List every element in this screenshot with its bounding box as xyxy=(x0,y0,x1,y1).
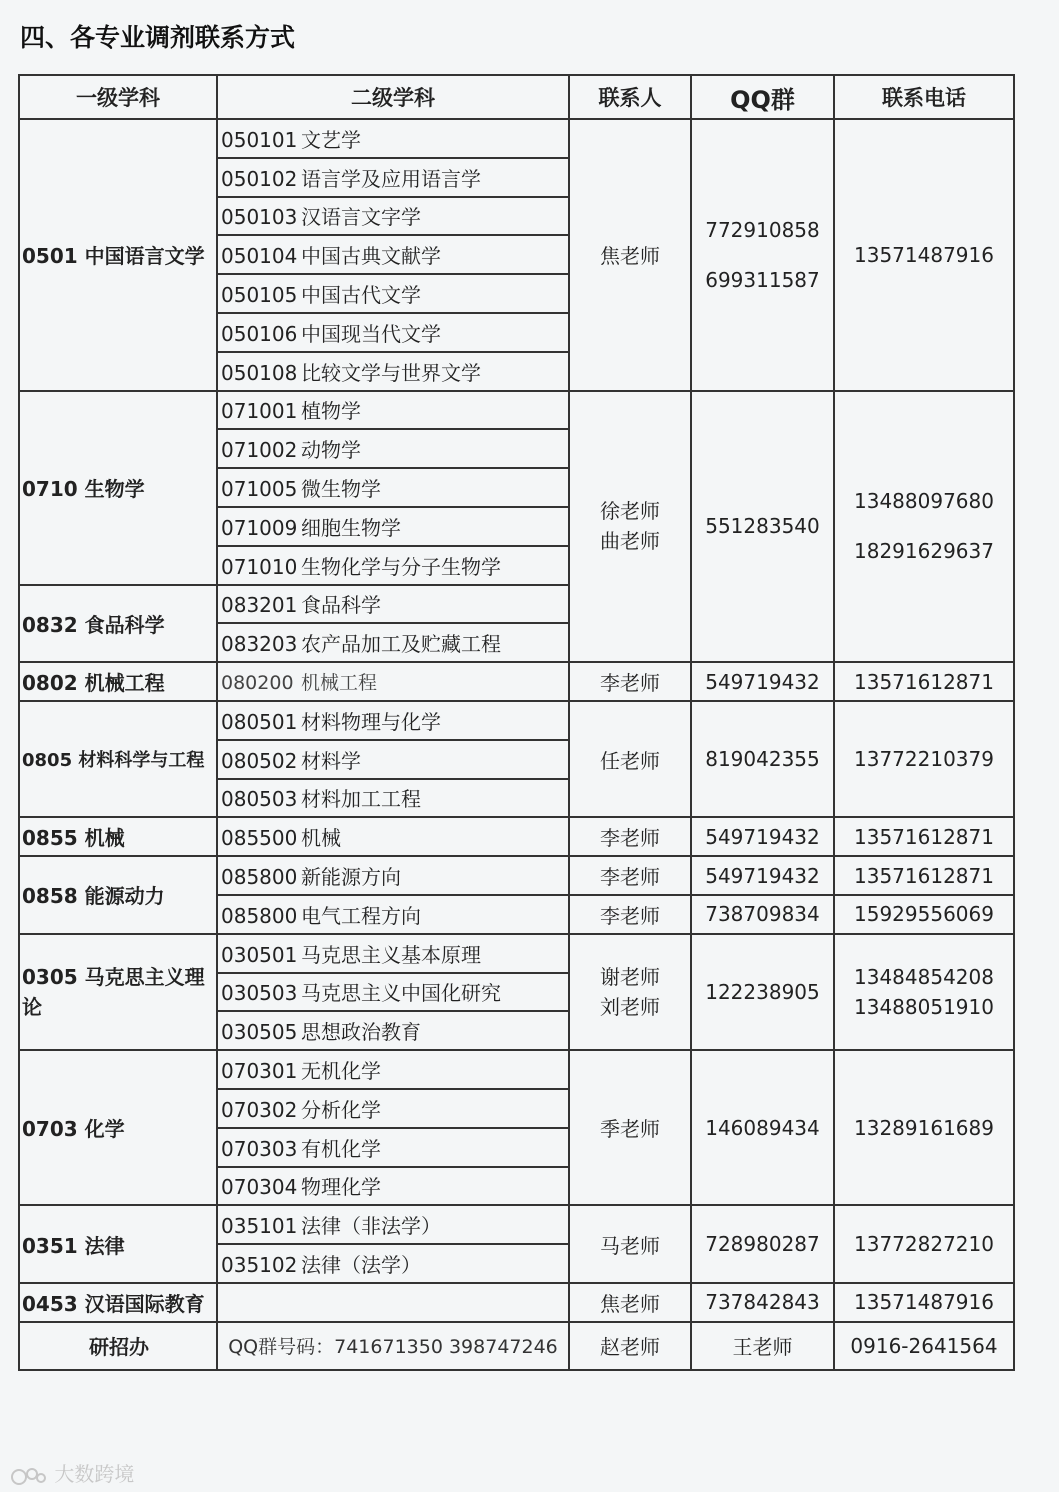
qq-cell: 549719432 xyxy=(691,817,834,856)
subject-cell: 071005 微生物学 xyxy=(217,468,569,507)
discipline-cell: 0453 汉语国际教育 xyxy=(19,1283,217,1322)
table-row xyxy=(19,817,1014,856)
office-contact: 赵老师 xyxy=(569,1322,691,1370)
contact-cell: 季老师 xyxy=(569,1050,691,1205)
phone-cell: 13484854208 13488051910 xyxy=(834,934,1014,1050)
subject-cell: 083201 食品科学 xyxy=(217,585,569,624)
contact-cell: 李老师 xyxy=(569,856,691,895)
contact-cell: 李老师 xyxy=(569,662,691,701)
subject-cell: 085800 新能源方向 xyxy=(217,856,569,895)
table-row xyxy=(19,662,1014,701)
phone-cell: 13571487916 xyxy=(834,119,1014,391)
discipline-cell: 0855 机械 xyxy=(19,817,217,856)
phone-cell: 13571487916 xyxy=(834,1283,1014,1322)
subject-cell: 070301 无机化学 xyxy=(217,1050,569,1089)
discipline-cell: 0305 马克思主义理 论 xyxy=(19,934,217,1050)
contact-table xyxy=(18,74,1015,1371)
phone-cell: 13571612871 xyxy=(834,856,1014,895)
subject-cell: 070304 物理化学 xyxy=(217,1167,569,1206)
discipline-cell: 0351 法律 xyxy=(19,1205,217,1283)
subject-cell: 071009 细胞生物学 xyxy=(217,507,569,546)
subject-cell: 030501 马克思主义基本原理 xyxy=(217,934,569,973)
subject-cell: 050101 文艺学 xyxy=(217,119,569,158)
subject-cell: 035102 法律（法学） xyxy=(217,1244,569,1283)
table-row xyxy=(19,1283,1014,1322)
subject-cell: 071001 植物学 xyxy=(217,391,569,430)
subject-cell: 080502 材料学 xyxy=(217,740,569,779)
subject-cell: 030503 马克思主义中国化研究 xyxy=(217,973,569,1012)
office-qq-groups: QQ群号码：741671350 398747246 xyxy=(217,1322,569,1370)
watermark xyxy=(10,1458,134,1487)
table-row xyxy=(19,391,1014,430)
phone-cell: 13488097680 18291629637 xyxy=(834,391,1014,663)
contact-cell: 焦老师 xyxy=(569,1283,691,1322)
discipline-cell: 0501 中国语言文学 xyxy=(19,119,217,391)
subject-cell: 050103 汉语言文字学 xyxy=(217,197,569,236)
office-name: 研招办 xyxy=(19,1322,217,1370)
subject-cell: 071010 生物化学与分子生物学 xyxy=(217,546,569,585)
table-row xyxy=(19,1050,1014,1089)
qq-cell: 146089434 xyxy=(691,1050,834,1205)
header-level2: 二级学科 xyxy=(217,75,569,119)
phone-cell: 13289161689 xyxy=(834,1050,1014,1205)
subject-cell: 070303 有机化学 xyxy=(217,1128,569,1167)
qq-cell: 549719432 xyxy=(691,662,834,701)
qq-cell: 772910858 699311587 xyxy=(691,119,834,391)
subject-cell: 050102 语言学及应用语言学 xyxy=(217,158,569,197)
subject-cell: 050104 中国古典文献学 xyxy=(217,235,569,274)
discipline-cell: 0832 食品科学 xyxy=(19,585,217,663)
watermark-logo-icon xyxy=(10,1465,48,1487)
qq-cell: 551283540 xyxy=(691,391,834,663)
header-level1: 一级学科 xyxy=(19,75,217,119)
contact-cell: 马老师 xyxy=(569,1205,691,1283)
qq-cell: 738709834 xyxy=(691,895,834,934)
section-title: 四、各专业调剂联系方式 xyxy=(20,23,296,52)
table-row xyxy=(19,934,1014,973)
office-row xyxy=(19,1322,1014,1370)
subject-cell: 080503 材料加工工程 xyxy=(217,779,569,818)
subject-cell: 085500 机械 xyxy=(217,817,569,856)
header-contact: 联系人 xyxy=(569,75,691,119)
subject-cell-empty xyxy=(217,1283,569,1322)
subject-cell: 050106 中国现当代文学 xyxy=(217,313,569,352)
watermark-text: 大数跨境 xyxy=(54,1462,135,1486)
phone-cell: 13571612871 xyxy=(834,817,1014,856)
qq-cell: 819042355 xyxy=(691,701,834,817)
table-row xyxy=(19,856,1014,895)
header-phone: 联系电话 xyxy=(834,75,1014,119)
discipline-cell: 0710 生物学 xyxy=(19,391,217,585)
header-row xyxy=(19,75,1014,119)
qq-cell: 122238905 xyxy=(691,934,834,1050)
qq-cell: 549719432 xyxy=(691,856,834,895)
contact-cell: 任老师 xyxy=(569,701,691,817)
contact-cell: 徐老师 曲老师 xyxy=(569,391,691,663)
subject-cell: 050105 中国古代文学 xyxy=(217,274,569,313)
phone-cell: 13571612871 xyxy=(834,662,1014,701)
table-row xyxy=(19,119,1014,158)
subject-cell: 050108 比较文学与世界文学 xyxy=(217,352,569,391)
phone-cell: 13772827210 xyxy=(834,1205,1014,1283)
table-row xyxy=(19,701,1014,740)
discipline-cell: 0858 能源动力 xyxy=(19,856,217,934)
subject-cell: 070302 分析化学 xyxy=(217,1089,569,1128)
subject-cell: 035101 法律（非法学） xyxy=(217,1205,569,1244)
office-contact-2: 王老师 xyxy=(691,1322,834,1370)
subject-cell: 030505 思想政治教育 xyxy=(217,1011,569,1050)
subject-cell: 080200 机械工程 xyxy=(217,662,569,701)
table-row xyxy=(19,1205,1014,1244)
discipline-cell: 0805 材料科学与工程 xyxy=(19,701,217,817)
header-qq: QQ群 xyxy=(691,75,834,119)
subject-cell: 080501 材料物理与化学 xyxy=(217,701,569,740)
qq-cell: 728980287 xyxy=(691,1205,834,1283)
phone-cell: 15929556069 xyxy=(834,895,1014,934)
contact-cell: 焦老师 xyxy=(569,119,691,391)
contact-cell: 李老师 xyxy=(569,817,691,856)
discipline-cell: 0802 机械工程 xyxy=(19,662,217,701)
qq-cell: 737842843 xyxy=(691,1283,834,1322)
contact-cell: 谢老师 刘老师 xyxy=(569,934,691,1050)
phone-cell: 13772210379 xyxy=(834,701,1014,817)
subject-cell: 071002 动物学 xyxy=(217,429,569,468)
subject-cell: 085800 电气工程方向 xyxy=(217,895,569,934)
office-phone: 0916-2641564 xyxy=(834,1322,1014,1370)
subject-cell: 083203 农产品加工及贮藏工程 xyxy=(217,623,569,662)
contact-cell: 李老师 xyxy=(569,895,691,934)
discipline-cell: 0703 化学 xyxy=(19,1050,217,1205)
